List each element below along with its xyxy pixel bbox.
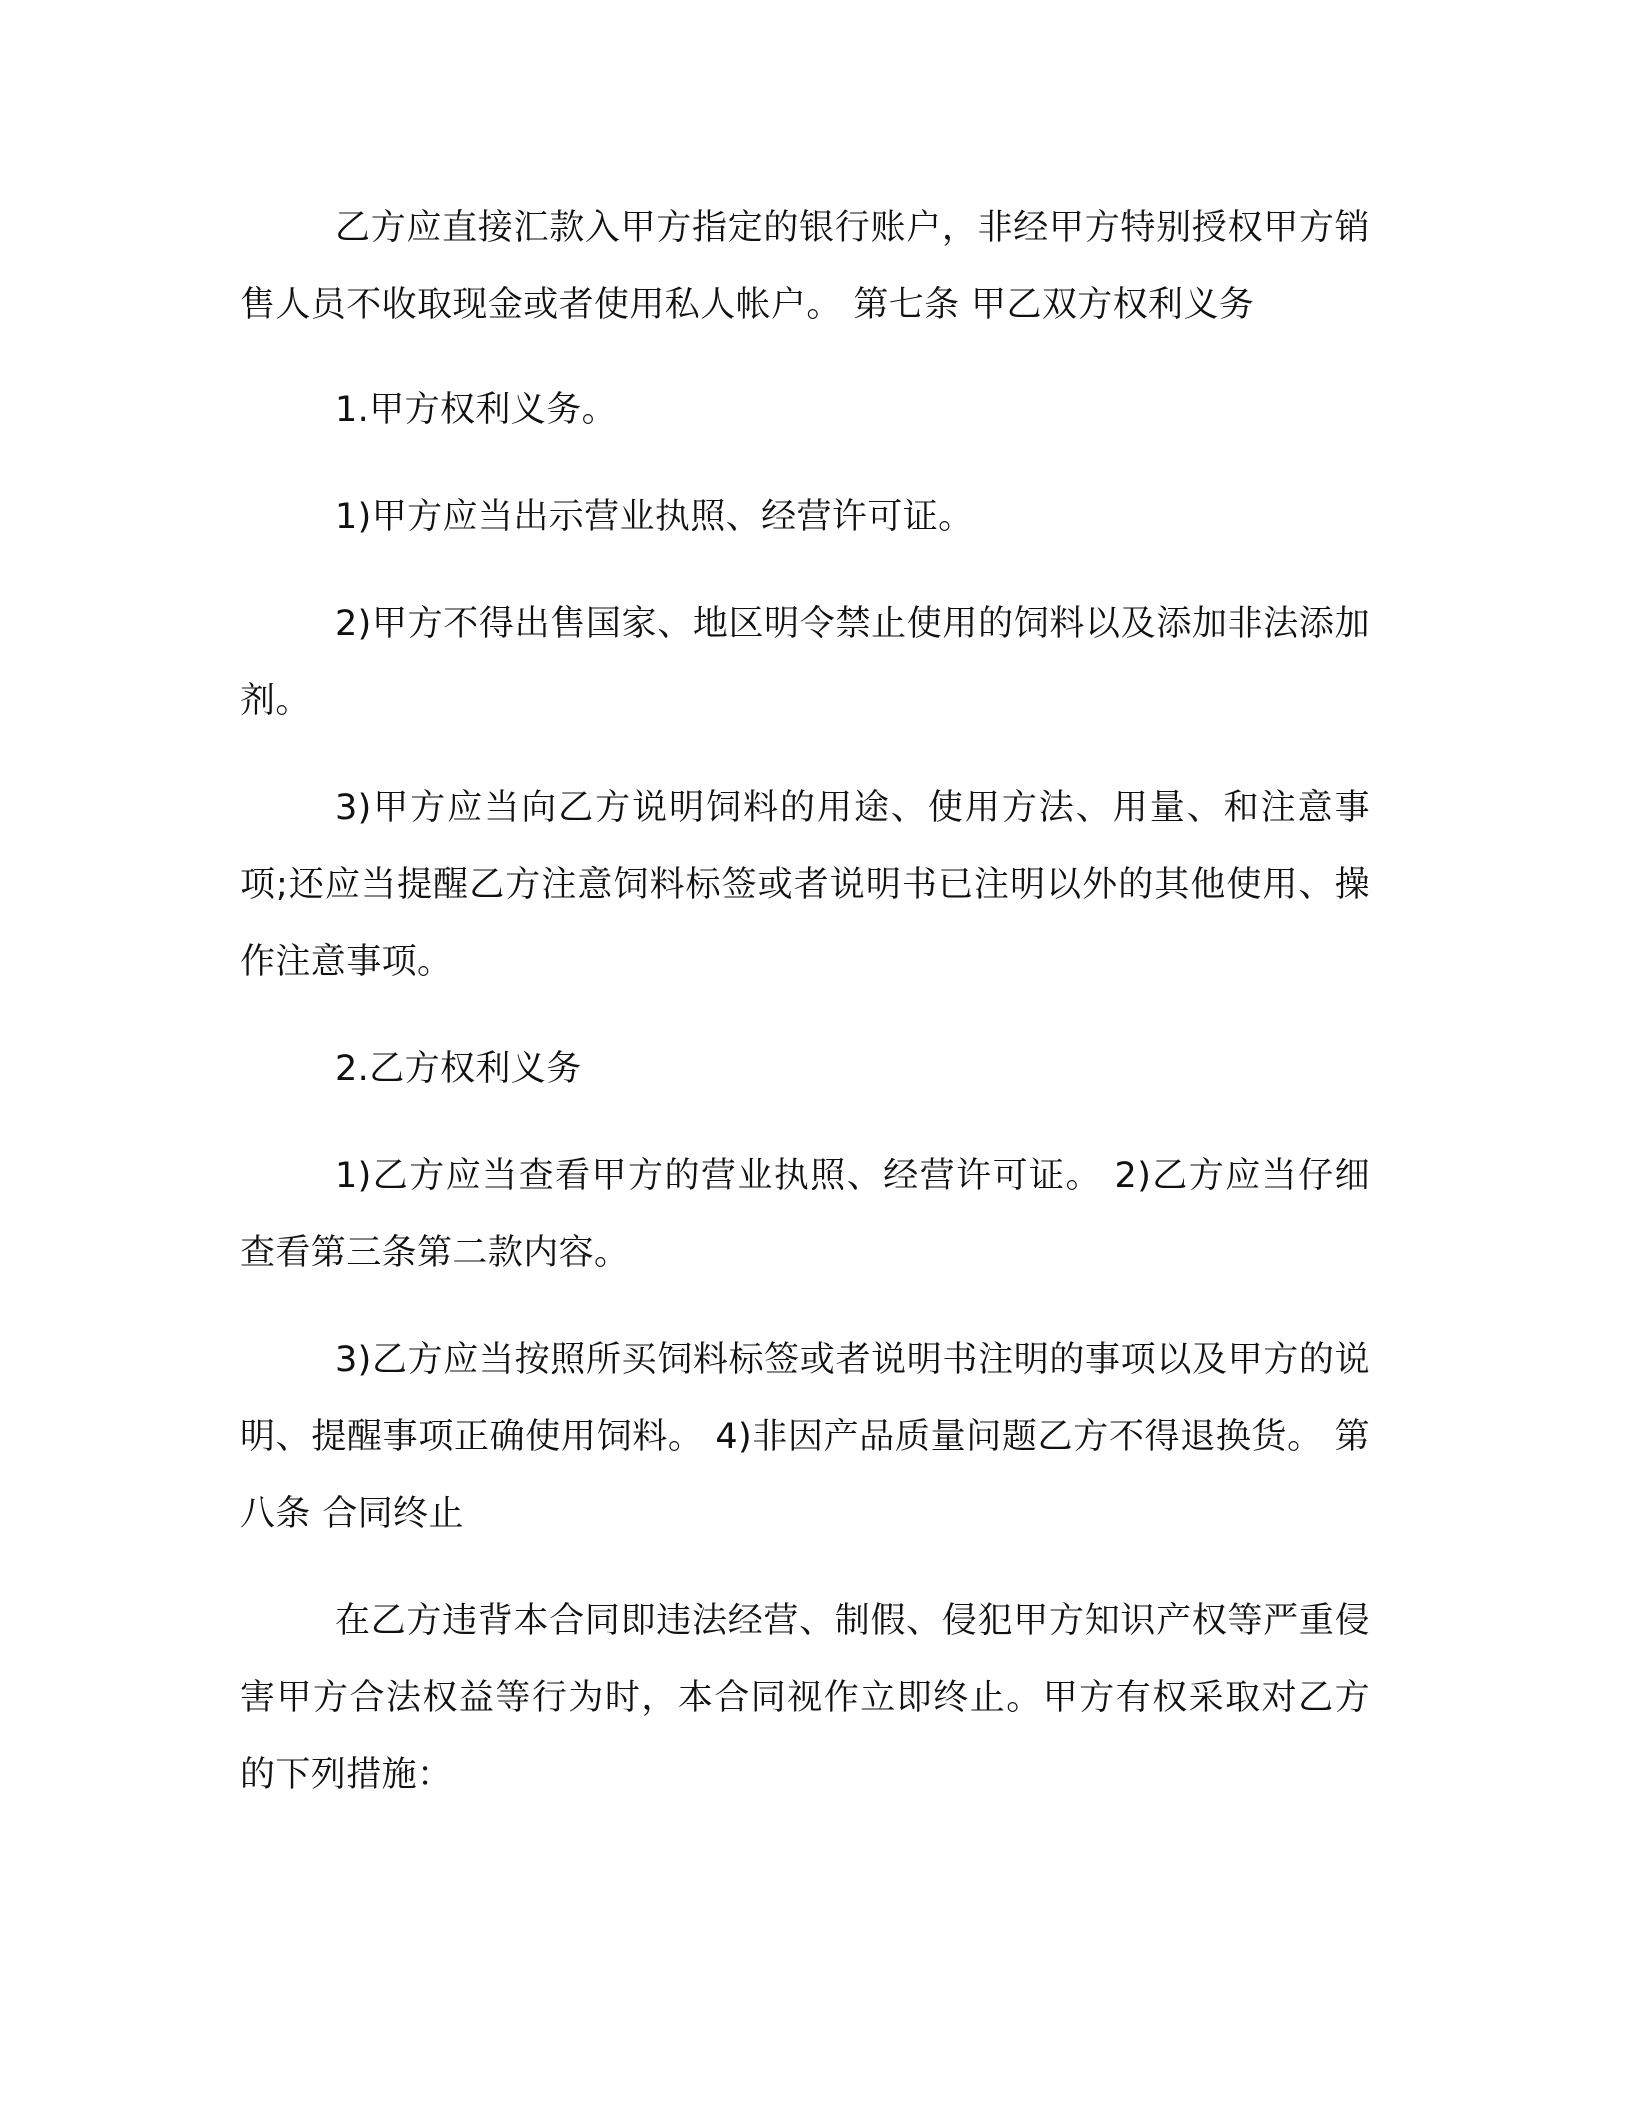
paragraph-party-a-item-2: 2)甲方不得出售国家、地区明令禁止使用的饲料以及添加非法添加剂。 [240,604,1370,721]
paragraph-payment-and-article-7: 乙方应直接汇款入甲方指定的银行账户，非经甲方特别授权甲方销售人员不收取现金或者使用私人帐户。 第七条 甲乙双方权利义务 [240,208,1370,325]
paragraph-party-b-items-3-4-and-article-8: 3)乙方应当按照所买饲料标签或者说明书注明的事项以及甲方的说明、提醒事项正确使用饲料。 4)非因产品质量问题乙方不得退换货。 第八条 合同终止 [240,1340,1370,1534]
paragraph-party-b-rights-heading: 2.乙方权利义务 [335,1049,582,1089]
document-body [240,190,1370,1844]
paragraph-party-b-items-1-2: 1)乙方应当查看甲方的营业执照、经营许可证。 2)乙方应当仔细查看第三条第二款内容。 [240,1156,1370,1273]
paragraph-party-a-rights-heading: 1.甲方权利义务。 [335,390,617,430]
paragraph-termination-terms: 在乙方违背本合同即违法经营、制假、侵犯甲方知识产权等严重侵害甲方合法权益等行为时，本合同视作立即终止。甲方有权采取对乙方的下列措施： [240,1601,1370,1795]
paragraph-party-a-item-1: 1)甲方应当出示营业执照、经营许可证。 [335,497,974,537]
paragraph-party-a-item-3: 3)甲方应当向乙方说明饲料的用途、使用方法、用量、和注意事项;还应当提醒乙方注意饲料标签或者说明书已注明以外的其他使用、操作注意事项。 [240,788,1370,982]
